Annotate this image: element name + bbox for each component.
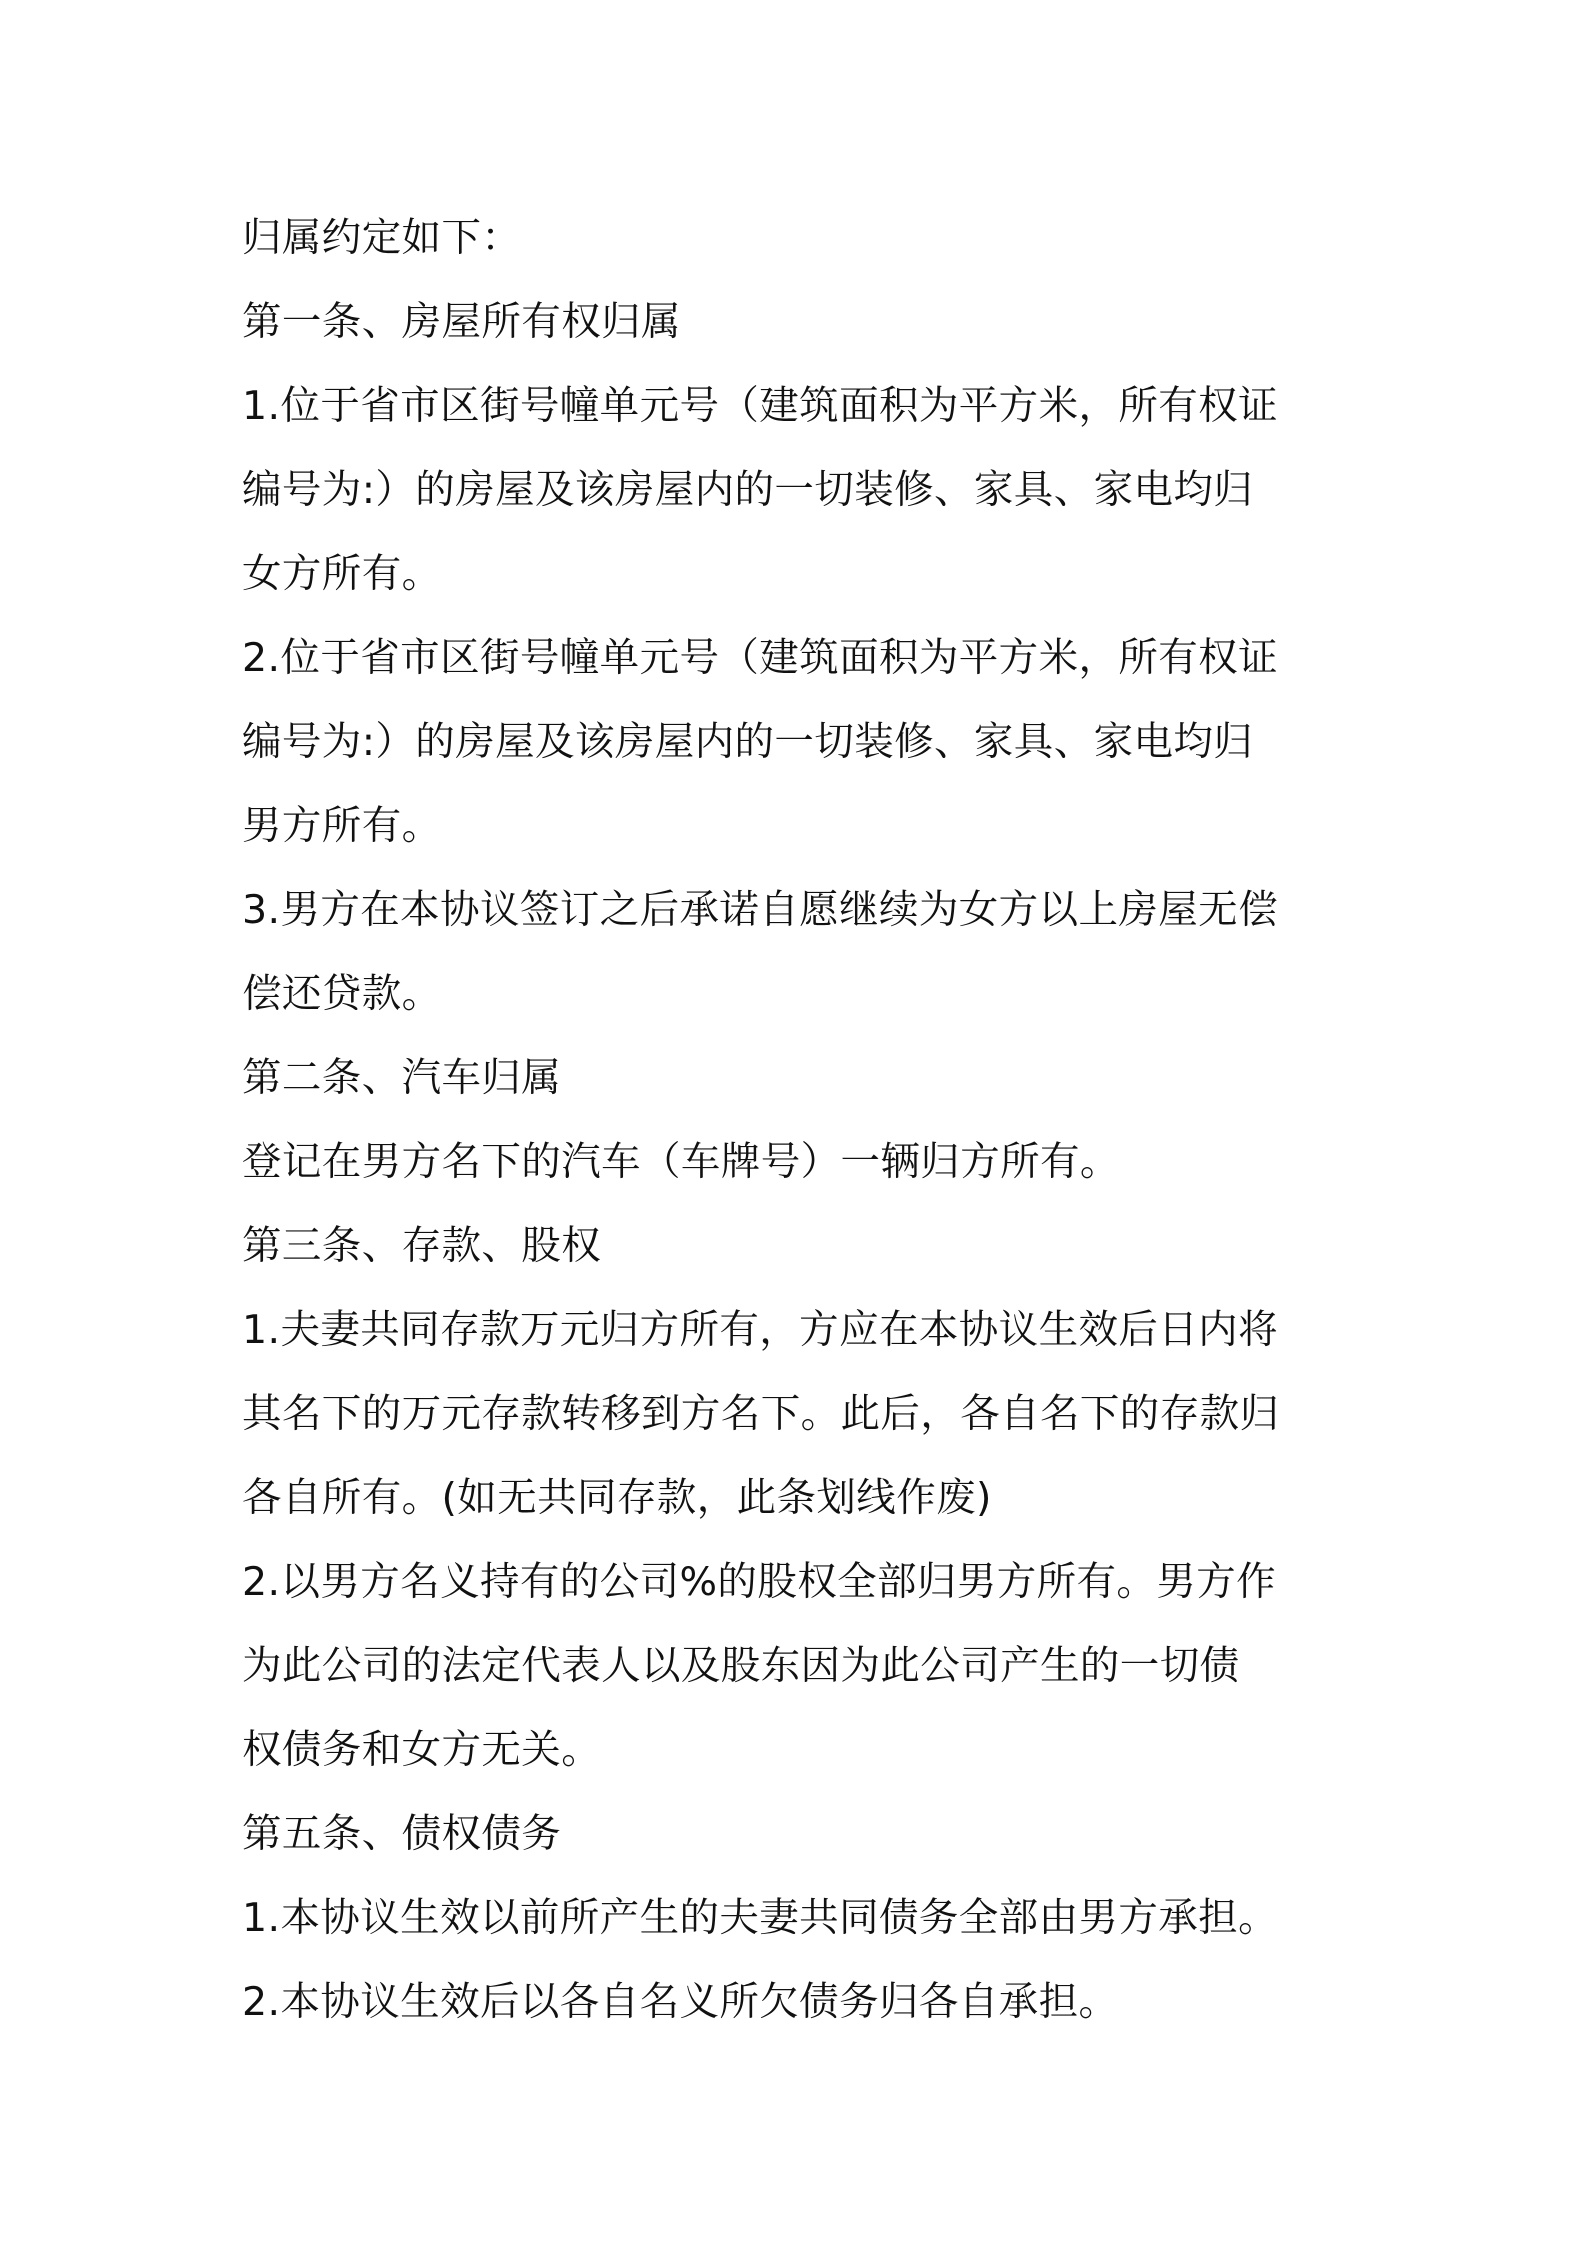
article-1-item-3-line-1: 3.男方在本协议签订之后承诺自愿继续为女方以上房屋无偿 <box>242 887 1278 933</box>
article-5-item-2: 2.本协议生效后以各自名义所欠债务归各自承担。 <box>242 1979 1119 2025</box>
article-1-item-2-line-3: 男方所有。 <box>242 803 442 849</box>
article-5-heading: 第五条、债权债务 <box>242 1811 562 1857</box>
article-3-item-1-line-1: 1.夫妻共同存款万元归方所有，方应在本协议生效后日内将 <box>242 1307 1278 1353</box>
article-3-item-1-line-2: 其名下的万元存款转移到方名下。此后，各自名下的存款归 <box>242 1391 1280 1437</box>
article-1-item-3-line-2: 偿还贷款。 <box>242 971 442 1017</box>
article-5-item-1: 1.本协议生效以前所产生的夫妻共同债务全部由男方承担。 <box>242 1895 1278 1941</box>
article-1-item-1-line-3: 女方所有。 <box>242 551 442 597</box>
article-1-item-2-line-2: 编号为:）的房屋及该房屋内的一切装修、家具、家电均归 <box>242 719 1254 765</box>
article-3-item-1-line-3: 各自所有。(如无共同存款，此条划线作废) <box>242 1475 992 1521</box>
article-2-body: 登记在男方名下的汽车（车牌号）一辆归方所有。 <box>242 1139 1120 1185</box>
document-page <box>242 196 1362 2044</box>
article-1-item-2-line-1: 2.位于省市区街号幢单元号（建筑面积为平方米，所有权证 <box>242 635 1278 681</box>
article-1-item-1-line-1: 1.位于省市区街号幢单元号（建筑面积为平方米，所有权证 <box>242 383 1278 429</box>
intro-line: 归属约定如下： <box>242 215 522 261</box>
article-1-item-1-line-2: 编号为:）的房屋及该房屋内的一切装修、家具、家电均归 <box>242 467 1254 513</box>
article-3-item-2-line-2: 为此公司的法定代表人以及股东因为此公司产生的一切债 <box>242 1643 1240 1689</box>
article-3-item-2-line-3: 权债务和女方无关。 <box>242 1727 602 1773</box>
article-3-item-2-line-1: 2.以男方名义持有的公司%的股权全部归男方所有。男方作 <box>242 1559 1277 1605</box>
article-3-heading: 第三条、存款、股权 <box>242 1223 602 1269</box>
article-1-heading: 第一条、房屋所有权归属 <box>242 299 681 345</box>
article-2-heading: 第二条、汽车归属 <box>242 1055 562 1101</box>
